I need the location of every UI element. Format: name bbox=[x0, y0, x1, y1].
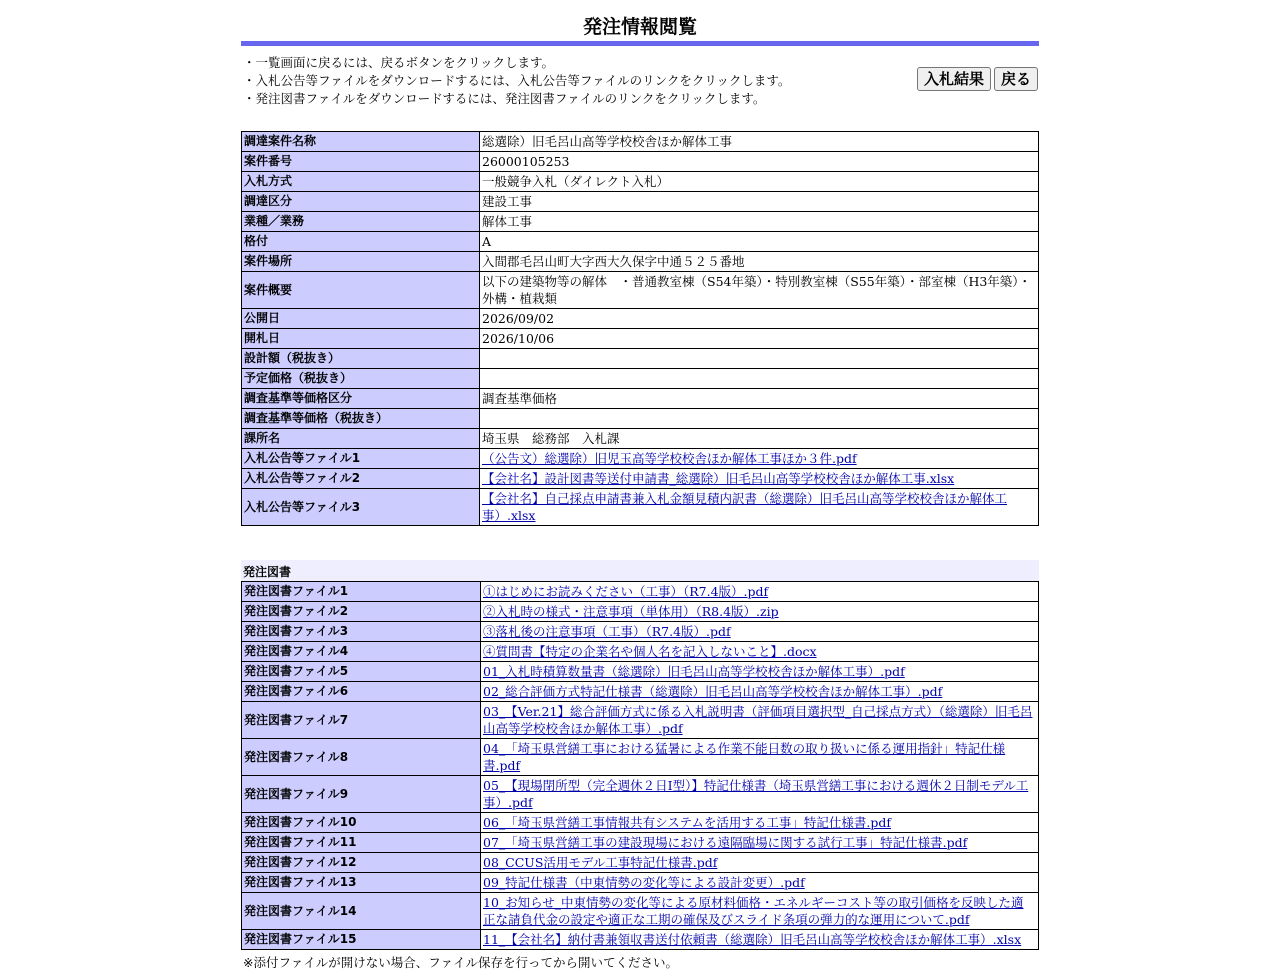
file-link[interactable]: 06_「埼玉県営繕工事情報共有システムを活用する工事」特記仕様書.pdf bbox=[483, 815, 892, 830]
row-label: 入札公告等ファイル1 bbox=[242, 449, 480, 469]
row-link-cell bbox=[480, 489, 1039, 526]
row-label: 発注図書ファイル2 bbox=[242, 602, 481, 622]
row-link-cell bbox=[481, 582, 1039, 602]
row-link-cell bbox=[481, 682, 1039, 702]
file-link[interactable]: 09_特記仕様書（中東情勢の変化等による設計変更）.pdf bbox=[483, 875, 805, 890]
page-title: 発注情報閲覧 bbox=[582, 16, 697, 38]
file-link[interactable]: ④質問書【特定の企業名や個人名を記入しないこと】.docx bbox=[483, 644, 817, 659]
row-label: 設計額（税抜き） bbox=[242, 349, 480, 369]
table-row bbox=[242, 739, 1039, 776]
table-row bbox=[242, 132, 1039, 152]
table-row bbox=[242, 489, 1039, 526]
instruction-item: ・発注図書ファイルをダウンロードするには、発注図書ファイルのリンクをクリックします。 bbox=[243, 91, 766, 106]
row-value: 一般競争入札（ダイレクト入札） bbox=[480, 172, 1039, 192]
row-label: 発注図書ファイル14 bbox=[242, 893, 481, 930]
row-label: 案件番号 bbox=[242, 152, 480, 172]
row-value: 建設工事 bbox=[480, 192, 1039, 212]
table-row bbox=[242, 682, 1039, 702]
row-label: 調査基準等価格（税抜き） bbox=[242, 409, 480, 429]
table-row bbox=[242, 309, 1039, 329]
row-label: 入札公告等ファイル2 bbox=[242, 469, 480, 489]
table-row bbox=[242, 662, 1039, 682]
back-button[interactable]: 戻る bbox=[994, 67, 1038, 91]
table-row bbox=[242, 702, 1039, 739]
row-label: 発注図書ファイル11 bbox=[242, 833, 481, 853]
table-row bbox=[242, 813, 1039, 833]
row-label: 発注図書ファイル8 bbox=[242, 739, 481, 776]
row-label: 課所名 bbox=[242, 429, 480, 449]
table-row bbox=[242, 429, 1039, 449]
file-link[interactable]: 08_CCUS活用モデル工事特記仕様書.pdf bbox=[483, 855, 718, 870]
table-row bbox=[242, 873, 1039, 893]
row-value: 26000105253 bbox=[480, 152, 1039, 172]
row-label: 発注図書ファイル1 bbox=[242, 582, 481, 602]
file-link[interactable]: 【会社名】設計図書等送付申請書_総選除）旧毛呂山高等学校校舎ほか解体工事.xlsx bbox=[482, 471, 955, 486]
table-row bbox=[242, 349, 1039, 369]
table-row bbox=[242, 172, 1039, 192]
row-label: 案件概要 bbox=[242, 272, 480, 309]
row-value: 解体工事 bbox=[480, 212, 1039, 232]
file-link[interactable]: 02_総合評価方式特記仕様書（総選除）旧毛呂山高等学校校舎ほか解体工事）.pdf bbox=[483, 684, 943, 699]
table-row bbox=[242, 622, 1039, 642]
file-link[interactable]: ①はじめにお読みください（工事）（R7.4版）.pdf bbox=[483, 584, 769, 599]
table-row bbox=[242, 469, 1039, 489]
row-link-cell bbox=[481, 739, 1039, 776]
row-link-cell bbox=[481, 853, 1039, 873]
table-row bbox=[242, 642, 1039, 662]
drawings-table bbox=[241, 581, 1039, 950]
row-label: 開札日 bbox=[242, 329, 480, 349]
file-link[interactable]: 11_【会社名】納付書兼領収書送付依頼書（総選除）旧毛呂山高等学校校舎ほか解体工事）.xlsx bbox=[483, 932, 1022, 947]
row-label: 発注図書ファイル9 bbox=[242, 776, 481, 813]
file-link[interactable]: 03_【Ver.21】総合評価方式に係る入札説明書（評価項目選択型_自己採点方式）（総選除）旧毛呂山高等学校校舎ほか解体工事）.pdf bbox=[483, 704, 1033, 736]
row-label: 発注図書ファイル5 bbox=[242, 662, 481, 682]
file-link[interactable]: 04_「埼玉県営繕工事における猛暑による作業不能日数の取り扱いに係る運用指針」特記仕様書.pdf bbox=[483, 741, 1006, 773]
file-link[interactable]: 【会社名】自己採点申請書兼入札金額見積内訳書（総選除）旧毛呂山高等学校校舎ほか解体工事）.xlsx bbox=[482, 491, 1008, 523]
table-row bbox=[242, 252, 1039, 272]
instructions-area bbox=[241, 46, 1039, 124]
row-label: 発注図書ファイル7 bbox=[242, 702, 481, 739]
table-row bbox=[242, 602, 1039, 622]
row-label: 公開日 bbox=[242, 309, 480, 329]
table-row bbox=[242, 776, 1039, 813]
row-label: 業種／業務 bbox=[242, 212, 480, 232]
row-link-cell bbox=[481, 642, 1039, 662]
row-value: 2026/10/06 bbox=[480, 329, 1039, 349]
table-row bbox=[242, 389, 1039, 409]
table-row bbox=[242, 409, 1039, 429]
row-link-cell bbox=[481, 873, 1039, 893]
table-row bbox=[242, 853, 1039, 873]
file-link[interactable]: 10_お知らせ_中東情勢の変化等による原材料価格・エネルギーコスト等の取引価格を反映した適正な請負代金の設定や適正な工期の確保及びスライド条項の弾力的な運用について.pdf bbox=[483, 895, 1024, 927]
row-label: 発注図書ファイル6 bbox=[242, 682, 481, 702]
row-label: 発注図書ファイル10 bbox=[242, 813, 481, 833]
bid-results-button[interactable]: 入札結果 bbox=[917, 67, 991, 91]
row-label: 調達区分 bbox=[242, 192, 480, 212]
row-label: 発注図書ファイル15 bbox=[242, 930, 481, 950]
row-label: 格付 bbox=[242, 232, 480, 252]
row-label: 入札公告等ファイル3 bbox=[242, 489, 480, 526]
row-link-cell bbox=[481, 602, 1039, 622]
row-link-cell bbox=[481, 662, 1039, 682]
table-row bbox=[242, 369, 1039, 389]
row-value bbox=[480, 369, 1039, 389]
table-row bbox=[242, 329, 1039, 349]
instruction-item: ・一覧画面に戻るには、戻るボタンをクリックします。 bbox=[243, 55, 555, 70]
file-link[interactable]: 05_【現場閉所型（完全週休２日Ⅰ型）】特記仕様書（埼玉県営繕工事における週休２日制モデル工事）.pdf bbox=[483, 778, 1029, 810]
row-label: 発注図書ファイル12 bbox=[242, 853, 481, 873]
row-label: 案件場所 bbox=[242, 252, 480, 272]
row-label: 発注図書ファイル4 bbox=[242, 642, 481, 662]
table-row bbox=[242, 232, 1039, 252]
details-table bbox=[241, 131, 1039, 526]
file-link[interactable]: 07_「埼玉県営繕工事の建設現場における遠隔臨場に関する試行工事」特記仕様書.pdf bbox=[483, 835, 968, 850]
table-row bbox=[242, 833, 1039, 853]
row-link-cell bbox=[480, 449, 1039, 469]
row-link-cell bbox=[481, 776, 1039, 813]
row-link-cell bbox=[481, 813, 1039, 833]
row-value bbox=[480, 349, 1039, 369]
file-link[interactable]: ②入札時の様式・注意事項（単体用）（R8.4版）.zip bbox=[483, 604, 779, 619]
file-link[interactable]: 01_入札時積算数量書（総選除）旧毛呂山高等学校校舎ほか解体工事）.pdf bbox=[483, 664, 905, 679]
row-label: 入札方式 bbox=[242, 172, 480, 192]
table-row bbox=[242, 152, 1039, 172]
row-link-cell bbox=[481, 622, 1039, 642]
table-row bbox=[242, 582, 1039, 602]
table-row bbox=[242, 192, 1039, 212]
table-row bbox=[242, 449, 1039, 469]
row-value: 2026/09/02 bbox=[480, 309, 1039, 329]
row-link-cell bbox=[481, 893, 1039, 930]
file-link[interactable]: ③落札後の注意事項（工事）（R7.4版）.pdf bbox=[483, 624, 731, 639]
row-label: 調査基準等価格区分 bbox=[242, 389, 480, 409]
row-link-cell bbox=[481, 702, 1039, 739]
row-value: 入間郡毛呂山町大字西大久保字中通５２５番地 bbox=[480, 252, 1039, 272]
row-value: 調査基準価格 bbox=[480, 389, 1039, 409]
row-label: 発注図書ファイル3 bbox=[242, 622, 481, 642]
table-row bbox=[242, 212, 1039, 232]
instruction-item: ・入札公告等ファイルをダウンロードするには、入札公告等ファイルのリンクをクリックします。 bbox=[243, 73, 791, 88]
row-label: 調達案件名称 bbox=[242, 132, 480, 152]
page-container bbox=[241, 0, 1039, 971]
row-link-cell bbox=[481, 833, 1039, 853]
row-value: 以下の建築物等の解体 ・普通教室棟（S54年築）・特別教室棟（S55年築）・部室棟（H3年築）・外構・植栽類 bbox=[480, 272, 1039, 309]
drawings-section-heading: 発注図書 bbox=[241, 560, 1039, 581]
table-row bbox=[242, 893, 1039, 930]
file-link[interactable]: （公告文）総選除）旧児玉高等学校校舎ほか解体工事ほか３件.pdf bbox=[482, 451, 857, 466]
row-value: A bbox=[480, 232, 1039, 252]
row-label: 発注図書ファイル13 bbox=[242, 873, 481, 893]
table-row bbox=[242, 272, 1039, 309]
table-row bbox=[242, 930, 1039, 950]
row-value bbox=[480, 409, 1039, 429]
row-link-cell bbox=[480, 469, 1039, 489]
row-value: 埼玉県 総務部 入札課 bbox=[480, 429, 1039, 449]
row-value: 総選除）旧毛呂山高等学校校舎ほか解体工事 bbox=[480, 132, 1039, 152]
footer-note: ※添付ファイルが開けない場合、ファイル保存を行ってから開いてください。 bbox=[243, 955, 678, 970]
action-buttons bbox=[914, 67, 1038, 91]
row-link-cell bbox=[481, 930, 1039, 950]
row-label: 予定価格（税抜き） bbox=[242, 369, 480, 389]
